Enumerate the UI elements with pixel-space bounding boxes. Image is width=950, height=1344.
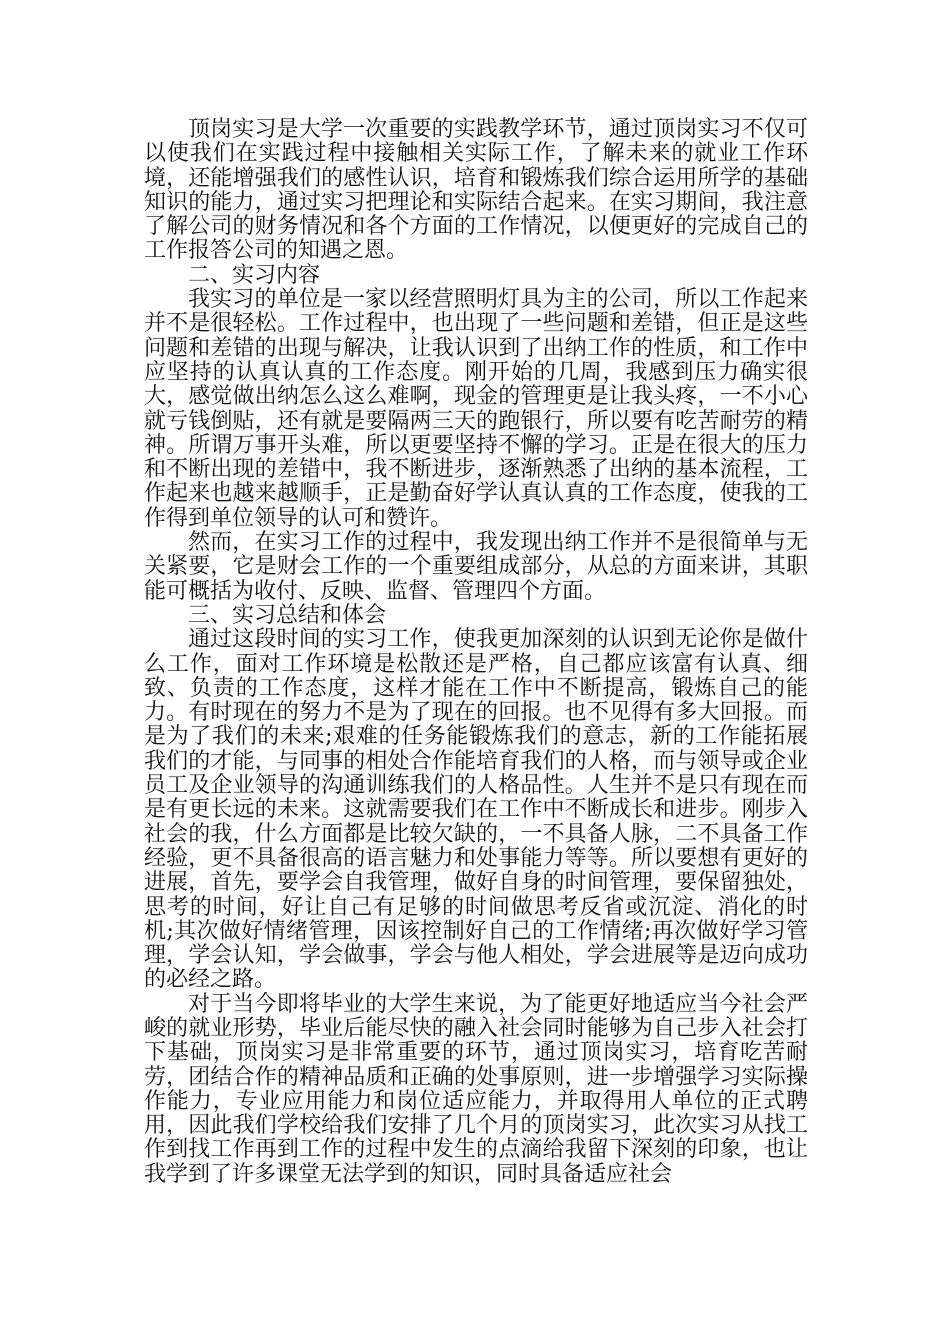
paragraph-graduate-outlook: 对于当今即将毕业的大学生来说，为了能更好地适应当今社会严峻的就业形势，毕业后能尽快的融入社会同时能够为自己步入社会打下基础，顶岗实习是非常重要的环节，通过顶岗实习，培育吃苦耐劳，团结合作的精神品质和正确的处事原则，进一步增强学习实际操作能力，专业应用能力和岗位适应能力，并取得用人单位的正式聘用，因此我们学校给我们安排了几个月的顶岗实习，此次实习从找工作到找工作再到工作的过程中发生的点滴给我留下深刻的印象，也让我学到了许多课堂无法学到的知识，同时具备适应社会 — [144, 991, 808, 1187]
paragraph-cashier-role: 然而，在实习工作的过程中，我发现出纳工作并不是很简单与无关紧要，它是财会工作的一个重要组成部分，从总的方面来讲，其职能可概括为收付、反映、监督、管理四个方面。 — [144, 530, 808, 604]
paragraph-intro: 顶岗实习是大学一次重要的实践教学环节，通过顶岗实习不仅可以使我们在实践过程中接触相关实际工作，了解未来的就业工作环境，还能增强我们的感性认识，培育和锻炼我们综合运用所学的基础知识的能力，通过实习把理论和实际结合起来。在实习期间，我注意了解公司的财务情况和各个方面的工作情况，以便更好的完成自己的工作报答公司的知遇之恩。 — [144, 117, 808, 264]
section-heading-summary: 三、实习总结和体会 — [188, 602, 387, 628]
paragraph-reflection: 通过这段时间的实习工作，使我更加深刻的认识到无论你是做什么工作，面对工作环境是松散还是严格，自己都应该富有认真、细致、负责的工作态度，这样才能在工作中不断提高，锻炼自己的能力。有时现在的努力不是为了现在的回报。也不见得有多大回报。而是为了我们的未来;艰难的任务能锻炼我们的意志，新的工作能拓展我们的才能，与同事的相处合作能培育我们的人格，而与领导或企业员工及企业领导的沟通训练我们的人格品性。人生并不是只有现在而是有更长远的未来。这就需要我们在工作中不断成长和进步。刚步入社会的我，什么方面都是比较欠缺的，一不具备人脉，二不具备工作经验，更不具备很高的语言魅力和处事能力等等。所以要想有更好的进展，首先，要学会自我管理，做好自身的时间管理，要保留独处，思考的时间，好让自己有足够的时间做思考反省或沉淀、消化的时机;其次做好情绪管理，因该控制好自己的工作情绪;再次做好学习管理，学会认知，学会做事，学会与他人相处，学会进展等是迈向成功的必经之路。 — [144, 627, 808, 993]
document-body — [144, 118, 808, 1187]
paragraph-internship-unit: 我实习的单位是一家以经营照明灯具为主的公司，所以工作起来并不是很轻松。工作过程中，也出现了一些问题和差错，但正是这些问题和差错的出现与解决，让我认识到了出纳工作的性质，和工作中应坚持的认真认真的工作态度。刚开始的几周，我感到压力确实很大，感觉做出纳怎么这么难啊，现金的管理更是让我头疼，一不小心就亏钱倒贴，还有就是要隔两三天的跑银行，所以要有吃苦耐劳的精神。所谓万事开头难，所以更要坚持不懈的学习。正是在很大的压力和不断出现的差错中，我不断进步，逐渐熟悉了出纳的基本流程，工作起来也越来越顺手，正是勤奋好学认真认真的工作态度，使我的工作得到单位领导的认可和赞许。 — [144, 287, 808, 531]
section-heading-internship-content: 二、实习内容 — [188, 262, 321, 288]
